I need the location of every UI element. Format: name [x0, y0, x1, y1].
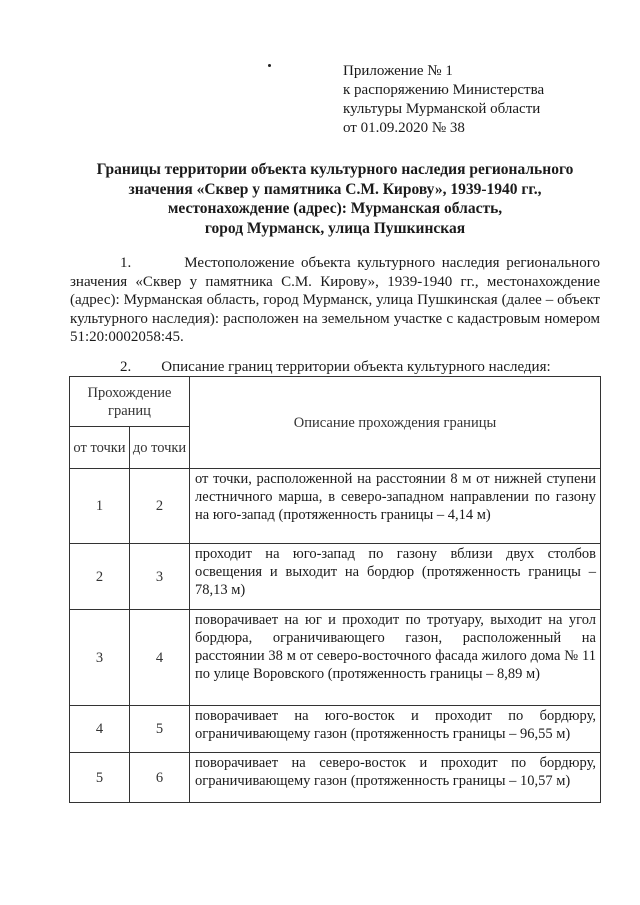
table-row	[70, 469, 601, 544]
header-passage: Прохождение границ	[70, 377, 190, 427]
annex-line-1: Приложение № 1	[343, 63, 453, 79]
table-row	[70, 544, 601, 610]
annex-line-4: от 01.09.2020 № 38	[343, 120, 465, 136]
paragraph-2-number: 2.	[120, 359, 132, 375]
cell-from: 3	[70, 610, 130, 706]
document-title	[70, 160, 600, 238]
paragraph-1-text: Местоположение объекта культурного наследия регионального значения «Сквер у памятника С.М. Кирову», 1939-1940 гг., местонахождение (адрес): Мурманская область, город Мурманск, улица Пушкинская (далее – объект культурного наследия): расположен на земельном участке с кадастровым номером 51:20:0002058:45.	[70, 255, 600, 345]
cell-description: поворачивает на северо-восток и проходит по бордюру, ограничивающему газон (протяженность границы – 10,57 м)	[190, 753, 601, 803]
table-header-row	[70, 377, 601, 427]
cell-from: 4	[70, 706, 130, 753]
title-line-2: значения «Сквер у памятника С.М. Кирову», 1939-1940 гг.,	[128, 180, 542, 198]
paragraph-1-number: 1.	[120, 255, 132, 271]
cell-description: поворачивает на юг и проходит по тротуару, выходит на угол бордюра, ограничивающего газон, расположенный на расстоянии 38 м от северо-восточного фасада жилого дома № 11 по улице Воровского (протяженность границы – 8,89 м)	[190, 610, 601, 706]
cell-to: 5	[130, 706, 190, 753]
title-line-1: Границы территории объекта культурного наследия регионального	[96, 161, 574, 178]
cell-to: 6	[130, 753, 190, 803]
paragraph-1	[70, 254, 600, 347]
annex-line-3: культуры Мурманской области	[343, 101, 541, 117]
cell-description: от точки, расположенной на расстоянии 8 м от нижней ступени лестничного марша, в северо-западном направлении по газону на юго-запад (протяженность границы – 4,14 м)	[190, 469, 601, 544]
header-description: Описание прохождения границы	[190, 377, 601, 469]
header-from-point: от точки	[70, 427, 130, 469]
cell-from: 5	[70, 753, 130, 803]
title-line-3: местонахождение (адрес): Мурманская область,	[167, 200, 503, 217]
header-to-point: до точки	[130, 427, 190, 469]
annex-header	[343, 62, 544, 138]
cell-to: 2	[130, 469, 190, 544]
table-row	[70, 753, 601, 803]
cell-from: 2	[70, 544, 130, 610]
scan-speck	[268, 64, 271, 67]
cell-to: 4	[130, 610, 190, 706]
boundary-table	[69, 376, 601, 803]
table-row	[70, 706, 601, 753]
paragraph-2	[70, 358, 600, 377]
cell-description: поворачивает на юго-восток и проходит по бордюру, ограничивающему газон (протяженность границы – 96,55 м)	[190, 706, 601, 753]
table-row	[70, 610, 601, 706]
cell-to: 3	[130, 544, 190, 610]
cell-from: 1	[70, 469, 130, 544]
cell-description: проходит на юго-запад по газону вблизи двух столбов освещения и выходит на бордюр (протяженность границы – 78,13 м)	[190, 544, 601, 610]
annex-line-2: к распоряжению Министерства	[343, 82, 545, 98]
title-line-4: город Мурманск, улица Пушкинская	[204, 219, 466, 237]
paragraph-2-text: Описание границ территории объекта культурного наследия:	[161, 359, 551, 375]
